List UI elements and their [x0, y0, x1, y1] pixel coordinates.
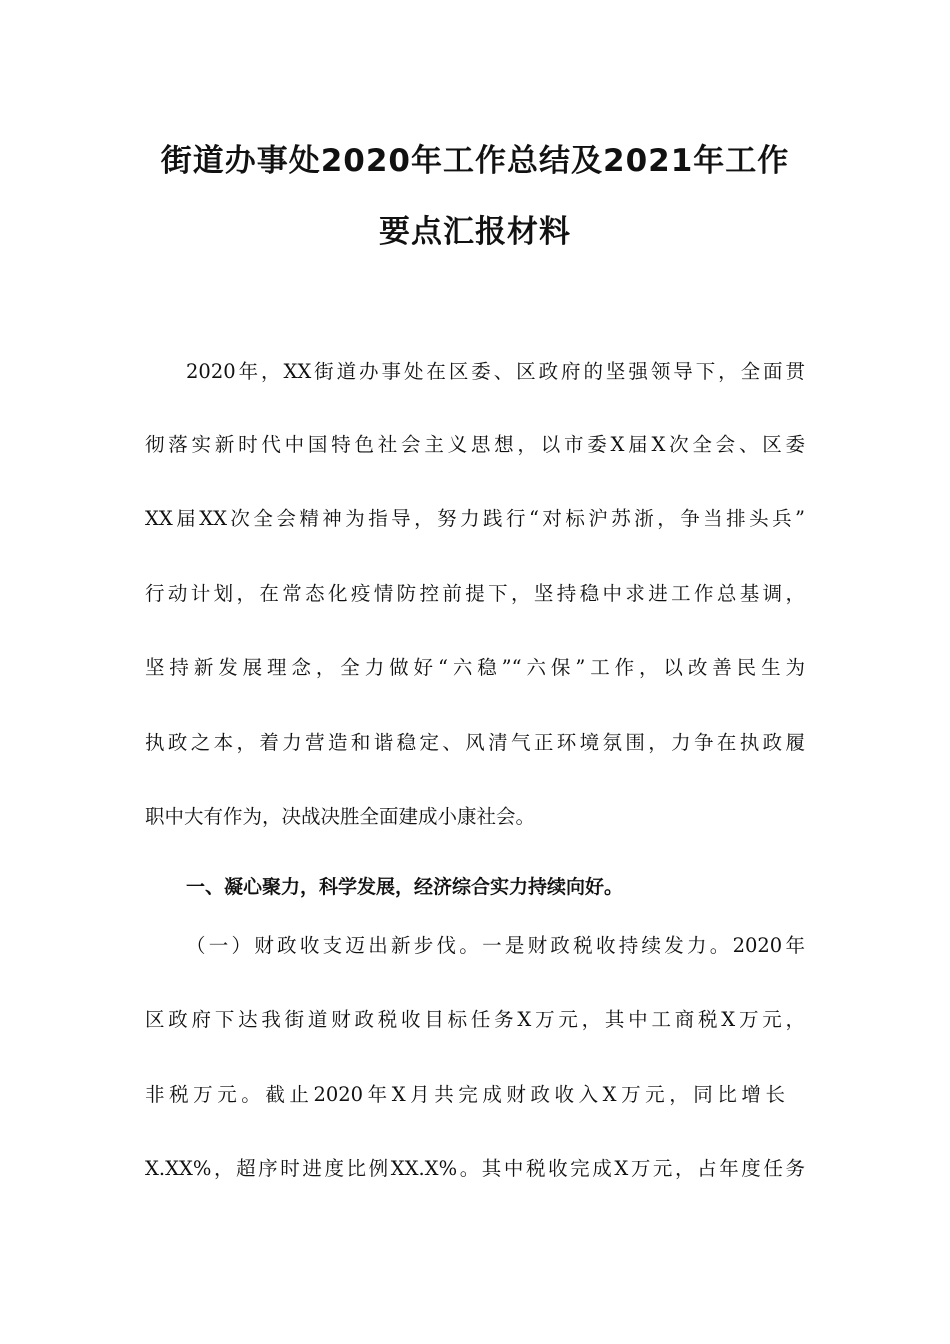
paragraph-line: 行动计划，在常态化疫情防控前提下，坚持稳中求进工作总基调， — [145, 582, 805, 605]
paragraph-line: X.XX%，超序时进度比例XX.X%。其中税收完成X万元，占年度任务 — [145, 1157, 805, 1180]
paragraph-line: XX届XX次全会精神为指导，努力践行“对标沪苏浙，争当排头兵” — [145, 507, 805, 530]
paragraph-line: 彻落实新时代中国特色社会主义思想，以市委X届X次全会、区委 — [145, 433, 805, 456]
section-heading: 一、凝心聚力，科学发展，经济综合实力持续向好。 — [186, 876, 624, 898]
paragraph-line: 2020年，XX街道办事处在区委、区政府的坚强领导下，全面贯 — [186, 360, 805, 383]
document-title-line-1: 街道办事处2020年工作总结及2021年工作 — [160, 143, 790, 179]
paragraph-line: 区政府下达我街道财政税收目标任务X万元，其中工商税X万元， — [145, 1008, 805, 1031]
document-title-line-2: 要点汇报材料 — [379, 214, 571, 250]
paragraph-line: （一）财政收支迈出新步伐。一是财政税收持续发力。2020年 — [186, 934, 805, 957]
paragraph-line: 执政之本，着力营造和谐稳定、风清气正环境氛围，力争在执政履 — [145, 731, 805, 754]
paragraph-line: 坚持新发展理念，全力做好“六稳”“六保”工作，以改善民生为 — [145, 656, 805, 679]
paragraph-line: 非税万元。截止2020年X月共完成财政收入X万元，同比增长 — [145, 1083, 785, 1106]
paragraph-line: 职中大有作为，决战决胜全面建成小康社会。 — [145, 805, 536, 828]
